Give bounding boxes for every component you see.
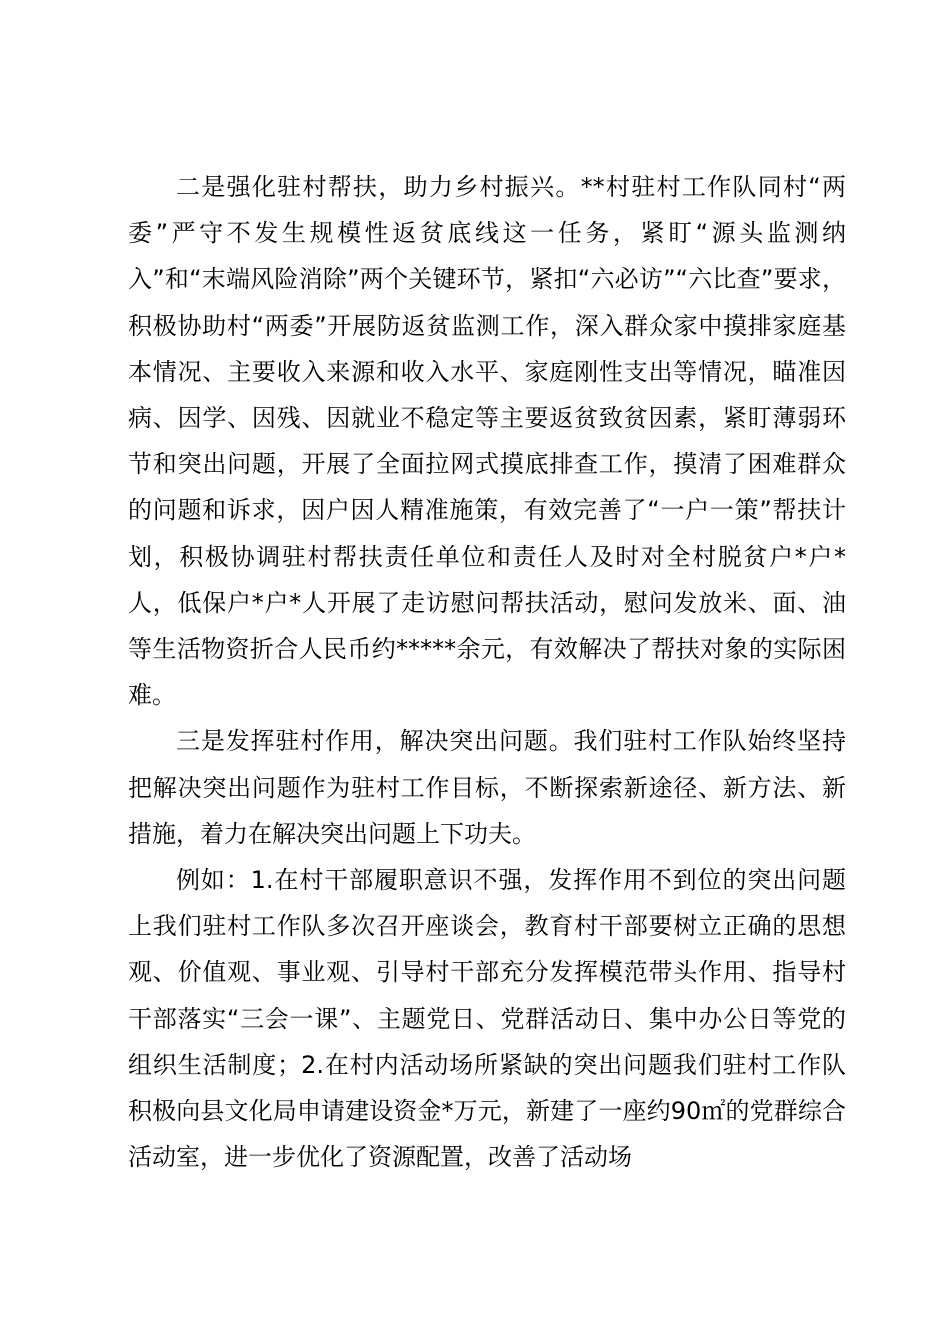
paragraph-strengthen-assistance: 二是强化驻村帮扶，助力乡村振兴。**村驻村工作队同村“两委”严守不发生规模性返贫底线这一任务，紧盯“源头监测纳入”和“末端风险消除”两个关键环节，紧扣“六必访”“六比查”要求，积极协助村“两委”开展防返贫监测工作，深入群众家中摸排家庭基本情况、主要收入来源和收入水平、家庭刚性支出等情况，瞄准因病、因学、因残、因就业不稳定等主要返贫致贫因素，紧盯薄弱环节和突出问题，开展了全面拉网式摸底排查工作，摸清了困难群众的问题和诉求，因户因人精准施策，有效完善了“一户一策”帮扶计划，积极协调驻村帮扶责任单位和责任人及时对全村脱贫户*户*人，低保户*户*人开展了走访慰问帮扶活动，慰问发放米、面、油等生活物资折合人民币约*****余元，有效解决了帮扶对象的实际困难。 <box>128 173 846 710</box>
paragraph-examples: 例如：1.在村干部履职意识不强，发挥作用不到位的突出问题上我们驻村工作队多次召开座谈会，教育村干部要树立正确的思想观、价值观、事业观、引导村干部充分发挥模范带头作用、指导村干部落实“三会一课”、主题党日、党群活动日、集中办公日等党的组织生活制度；2.在村内活动场所紧缺的突出问题我们驻村工作队积极向县文化局申请建设资金*万元，新建了一座约90㎡的党群综合活动室，进一步优化了资源配置，改善了活动场 <box>128 866 846 1172</box>
paragraph-solve-problems: 三是发挥驻村作用，解决突出问题。我们驻村工作队始终坚持把解决突出问题作为驻村工作目标，不断探索新途径、新方法、新措施，着力在解决突出问题上下功夫。 <box>128 727 846 848</box>
document-body <box>128 164 846 1180</box>
